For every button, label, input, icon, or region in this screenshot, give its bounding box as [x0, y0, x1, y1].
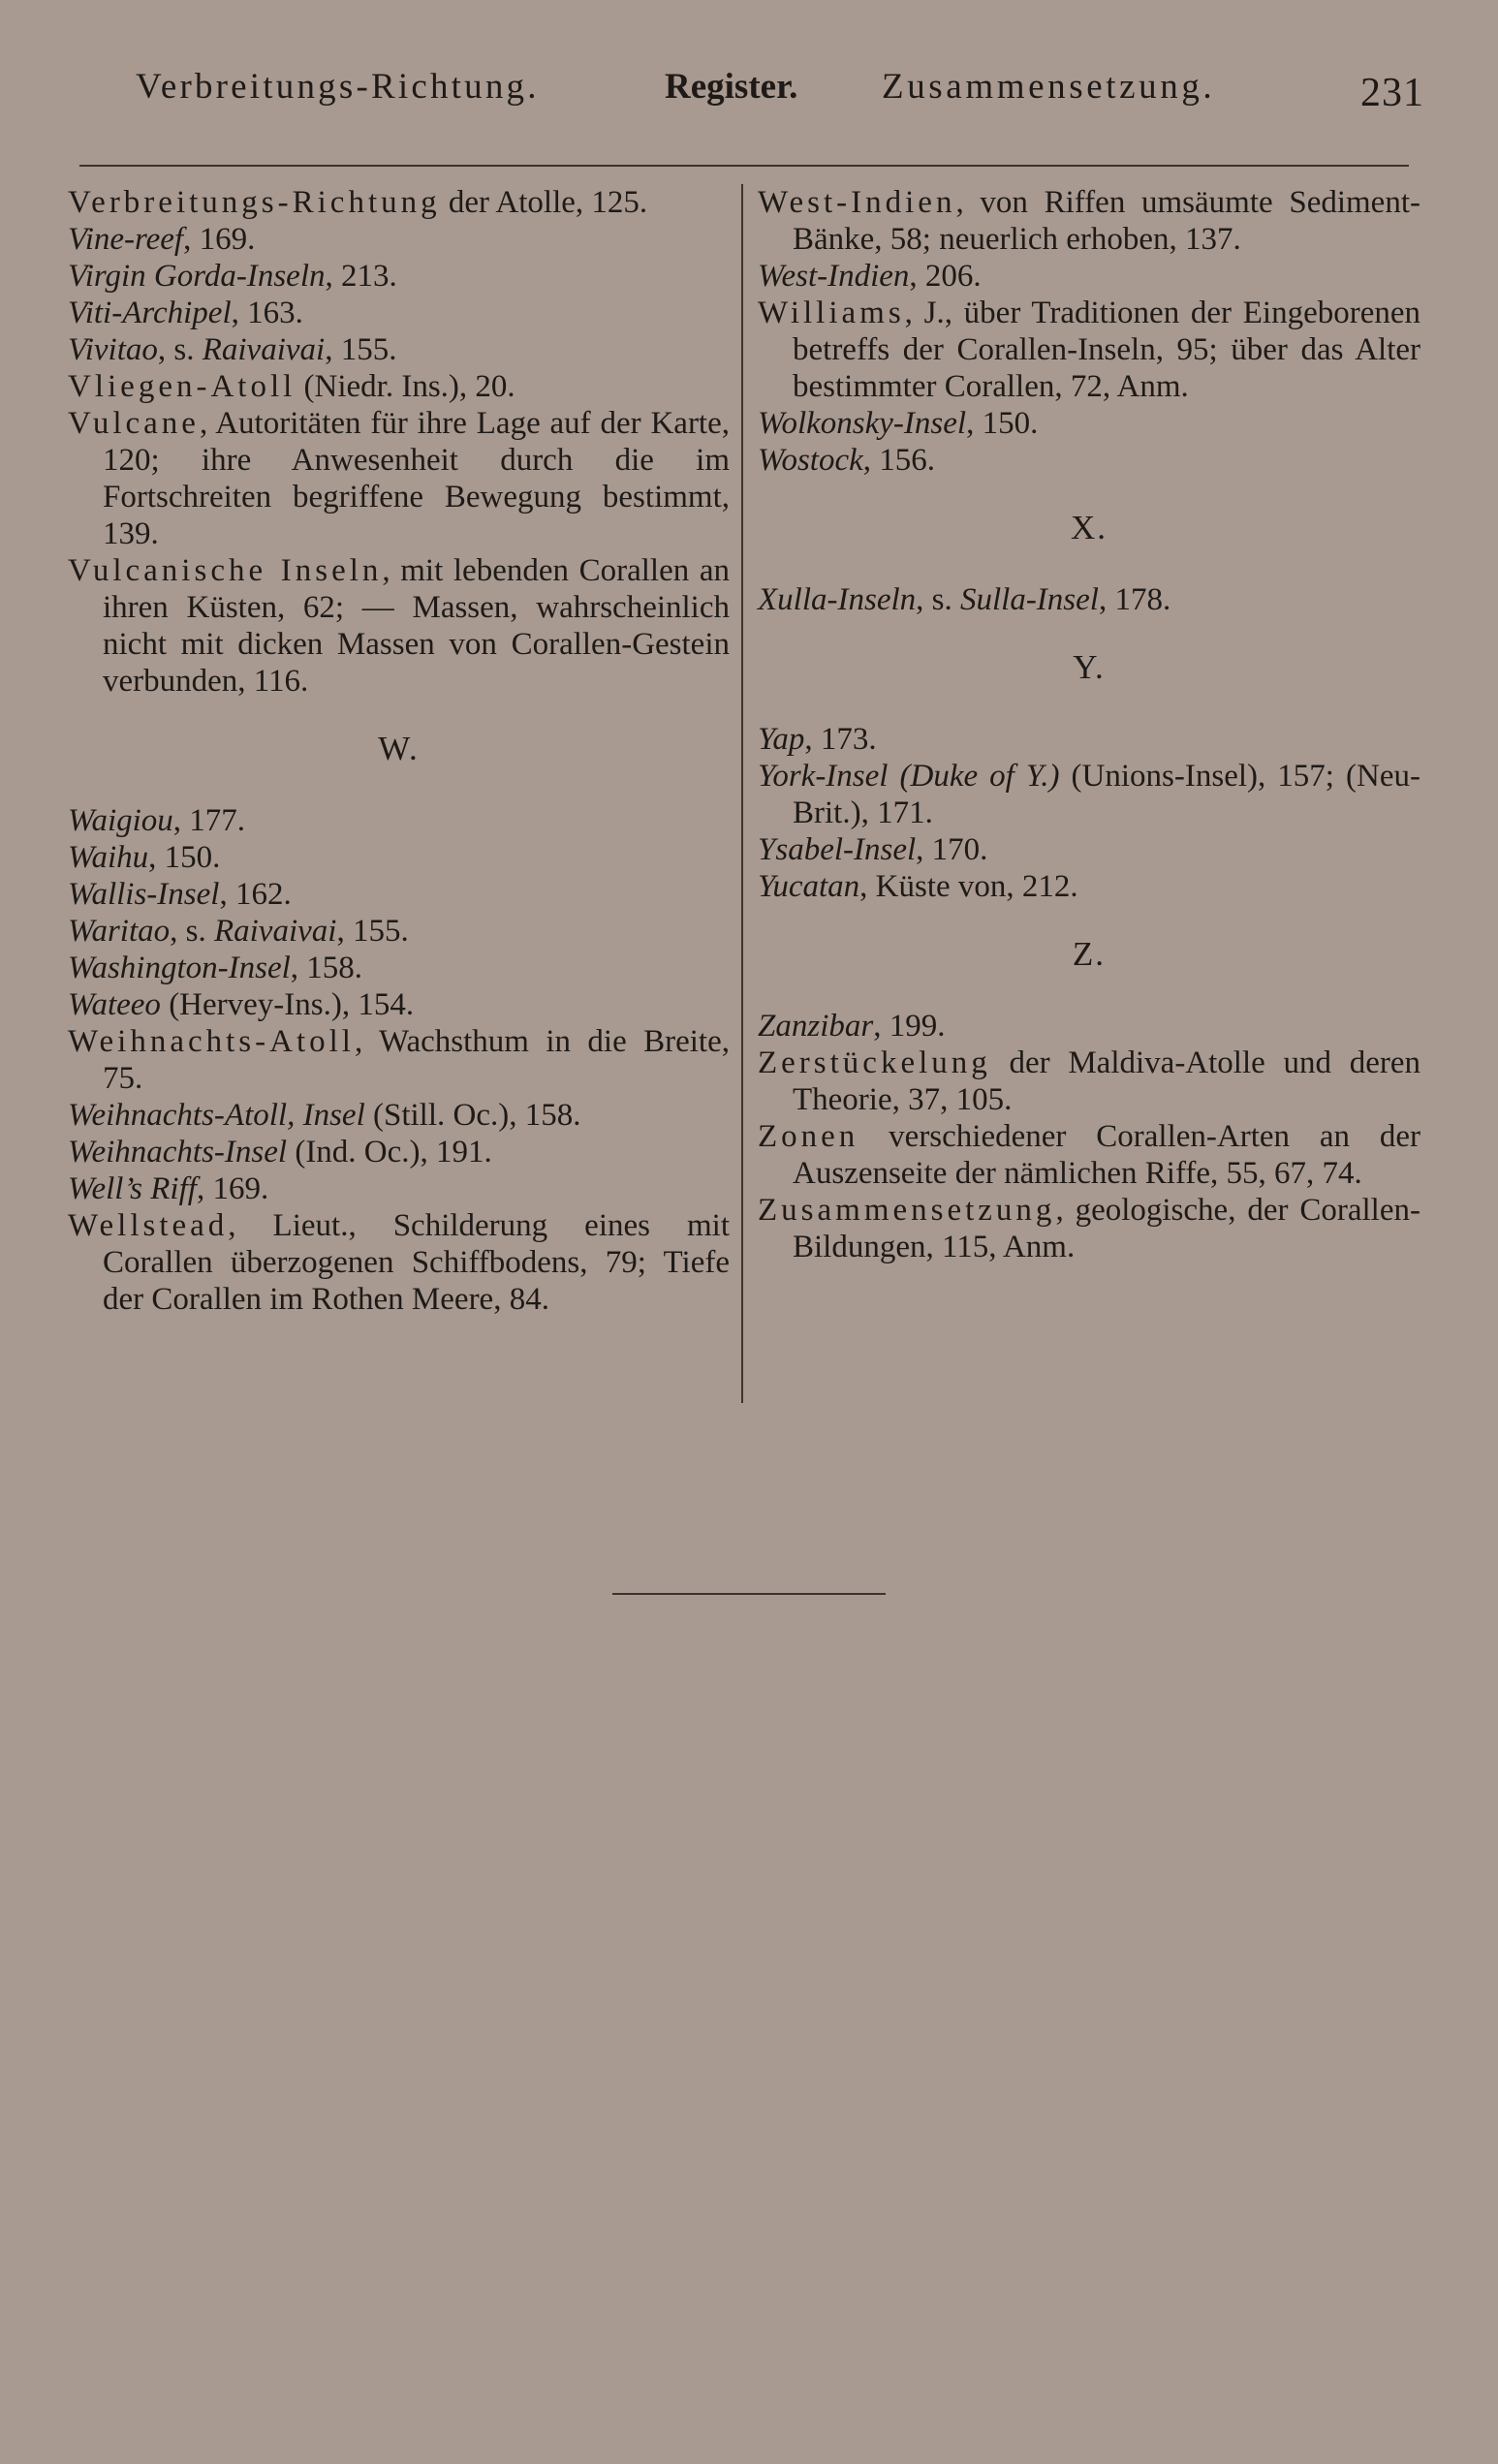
index-entry [758, 1118, 1420, 1192]
entry-headword: Ysabel-Insel [758, 832, 917, 867]
running-head-left: Verbreitungs-Richtung. [136, 67, 540, 107]
index-entry [758, 581, 1420, 618]
index-entry [758, 868, 1420, 905]
index-entry [68, 1023, 730, 1097]
index-entry [68, 331, 730, 368]
entry-text: (Unions-Insel), 157; (Neu-Brit.), 171. [793, 759, 1420, 830]
entry-cross-reference: Sulla-Insel [959, 582, 1099, 617]
entry-text: , 162. [219, 877, 292, 912]
index-entry [68, 1134, 730, 1170]
entry-headword: Vulcanische Inseln [68, 553, 383, 588]
entry-headword: Williams [758, 296, 905, 330]
entry-text: , 173. [804, 722, 877, 757]
index-entry [758, 258, 1420, 295]
entry-headword: York-Insel (Duke of Y.) [758, 759, 1060, 794]
index-entry [758, 184, 1420, 258]
entry-headword: Wolkonsky-Insel [758, 406, 967, 441]
left-column [68, 184, 730, 1318]
entry-headword: Washington-Insel [68, 951, 291, 985]
entry-text: , 213. [325, 259, 397, 294]
section-letter: Y. [1073, 648, 1106, 686]
entry-headword: Weihnachts-Insel [68, 1135, 288, 1170]
entry-text: , 178. [1098, 582, 1171, 617]
entry-headword: Zonen [758, 1119, 859, 1154]
entry-text: (Hervey-Ins.), 154. [160, 987, 415, 1022]
entry-headword: Wostock [758, 443, 863, 478]
entry-text: , 150. [148, 840, 221, 875]
entry-headword: Verbreitungs-Richtung [68, 185, 441, 220]
index-entry [758, 1045, 1420, 1118]
index-entry [68, 986, 730, 1023]
entry-headword: Virgin Gorda-Inseln [68, 259, 326, 294]
entry-text: , 158. [290, 951, 363, 985]
entry-text: , J., über Traditionen der Eingeborenen betreffs der Corallen-Inseln, 95; über das Alter bestimmter Corallen, 72, Anm. [793, 296, 1420, 404]
entry-text: , 156. [862, 443, 936, 478]
entry-text: , 199. [873, 1009, 946, 1044]
entry-cross-reference: Raivaivai [202, 332, 326, 367]
entry-text: der Maldiva-Atolle und deren Theorie, 37, 105. [793, 1045, 1420, 1117]
entry-headword: West-Indien [758, 259, 910, 294]
index-entry [68, 552, 730, 700]
page-number: 231 [1360, 71, 1424, 115]
running-head-center: Register. [665, 67, 798, 107]
entry-text: , s. [157, 332, 203, 367]
entry-text: , 150. [966, 406, 1039, 441]
index-entry [758, 1008, 1420, 1045]
running-head [136, 66, 1424, 134]
entry-text: , 169. [183, 222, 256, 257]
entry-text: , 155. [325, 332, 397, 367]
entry-cross-reference: Raivaivai [213, 914, 337, 949]
entry-headword: Zerstückelung [758, 1045, 991, 1080]
index-entry [758, 831, 1420, 868]
index-entry [758, 295, 1420, 405]
index-entry [68, 295, 730, 331]
entry-text: , s. [170, 914, 214, 949]
index-entry [68, 1097, 730, 1134]
entry-text: , 206. [909, 259, 982, 294]
index-entry [68, 802, 730, 839]
right-column [758, 184, 1420, 1265]
section-letter: W. [378, 730, 420, 767]
entry-headword: West-Indien [758, 185, 956, 220]
end-rule [612, 1593, 886, 1595]
entry-headword: Vine-reef [68, 222, 184, 257]
entry-text: , 169. [196, 1171, 269, 1206]
index-entry [68, 1207, 730, 1318]
entry-text: (Still. Oc.), 158. [364, 1098, 581, 1133]
section-letter: Z. [1072, 935, 1107, 973]
entry-text: , Küste von, 212. [859, 869, 1078, 904]
index-entry [758, 405, 1420, 442]
entry-headword: Wallis-Insel [68, 877, 220, 912]
index-entry [758, 721, 1420, 758]
entry-text: verschiedener Corallen-Arten an der Auszenseite der nämlichen Riffe, 55, 67, 74. [793, 1119, 1420, 1191]
entry-text: der Atolle, 125. [440, 185, 648, 220]
entry-headword: Wateeo [68, 987, 161, 1022]
index-entry [68, 368, 730, 405]
header-rule [79, 165, 1409, 167]
running-head-right: Zusammensetzung. [882, 67, 1216, 107]
entry-text: , geologische, der Corallen-Bildungen, 115, Anm. [793, 1193, 1420, 1264]
index-entry [758, 442, 1420, 479]
index-entry [68, 258, 730, 295]
index-entry [68, 184, 730, 221]
entry-text: , 155. [336, 914, 409, 949]
entry-headword: Well’s Riff [68, 1171, 197, 1206]
column-divider [741, 184, 743, 1403]
index-entry [68, 405, 730, 552]
entry-text: , mit lebenden Corallen an ihren Küsten, 62; — Massen, wahrscheinlich nicht mit dicken Massen von Corallen-Gestein verbunden, 116. [103, 553, 730, 699]
entry-text: , 163. [231, 296, 303, 330]
entry-text: , 170. [916, 832, 988, 867]
entry-text: , von Riffen umsäumte Sediment-Bänke, 58; neuerlich erhoben, 137. [793, 185, 1420, 257]
entry-headword: Waigiou [68, 803, 173, 838]
entry-text: , 177. [172, 803, 246, 838]
entry-headword: Zusammensetzung [758, 1193, 1056, 1228]
entry-headword: Vivitao [68, 332, 158, 367]
entry-headword: Weihnachts-Atoll, Insel [68, 1098, 365, 1133]
entry-headword: Yap [758, 722, 805, 757]
entry-headword: Yucatan [758, 869, 860, 904]
entry-text: , Lieut., Schilderung eines mit Corallen überzogenen Schiffbodens, 79; Tiefe der Corallen im Rothen Meere, 84. [103, 1208, 730, 1317]
entry-headword: Xulla-Inseln [758, 582, 917, 617]
index-entry [68, 839, 730, 876]
entry-text: (Niedr. Ins.), 20. [296, 369, 515, 404]
index-entry [68, 221, 730, 258]
index-entry [758, 758, 1420, 831]
index-entry [758, 1192, 1420, 1265]
index-entry [68, 1170, 730, 1207]
index-entry [68, 950, 730, 986]
entry-headword: Wellstead [68, 1208, 229, 1243]
entry-headword: Vulcane [68, 406, 200, 441]
entry-text: , Wachsthum in die Breite, 75. [103, 1024, 730, 1096]
entry-headword: Viti-Archipel [68, 296, 232, 330]
entry-text: , s. [916, 582, 960, 617]
entry-headword: Zanzibar [758, 1009, 874, 1044]
entry-text: (Ind. Oc.), 191. [287, 1135, 492, 1170]
entry-headword: Vliegen-Atoll [68, 369, 296, 404]
entry-headword: Weihnachts-Atoll [68, 1024, 355, 1059]
entry-headword: Waihu [68, 840, 149, 875]
index-entry [68, 913, 730, 950]
index-entry [68, 876, 730, 913]
section-letter: X. [1070, 509, 1108, 546]
entry-text: , Autoritäten für ihre Lage auf der Karte, 120; ihre Anwesenheit durch die im Fortschreiten begriffene Bewegung bestimmt, 139. [103, 406, 730, 551]
entry-headword: Waritao [68, 914, 171, 949]
